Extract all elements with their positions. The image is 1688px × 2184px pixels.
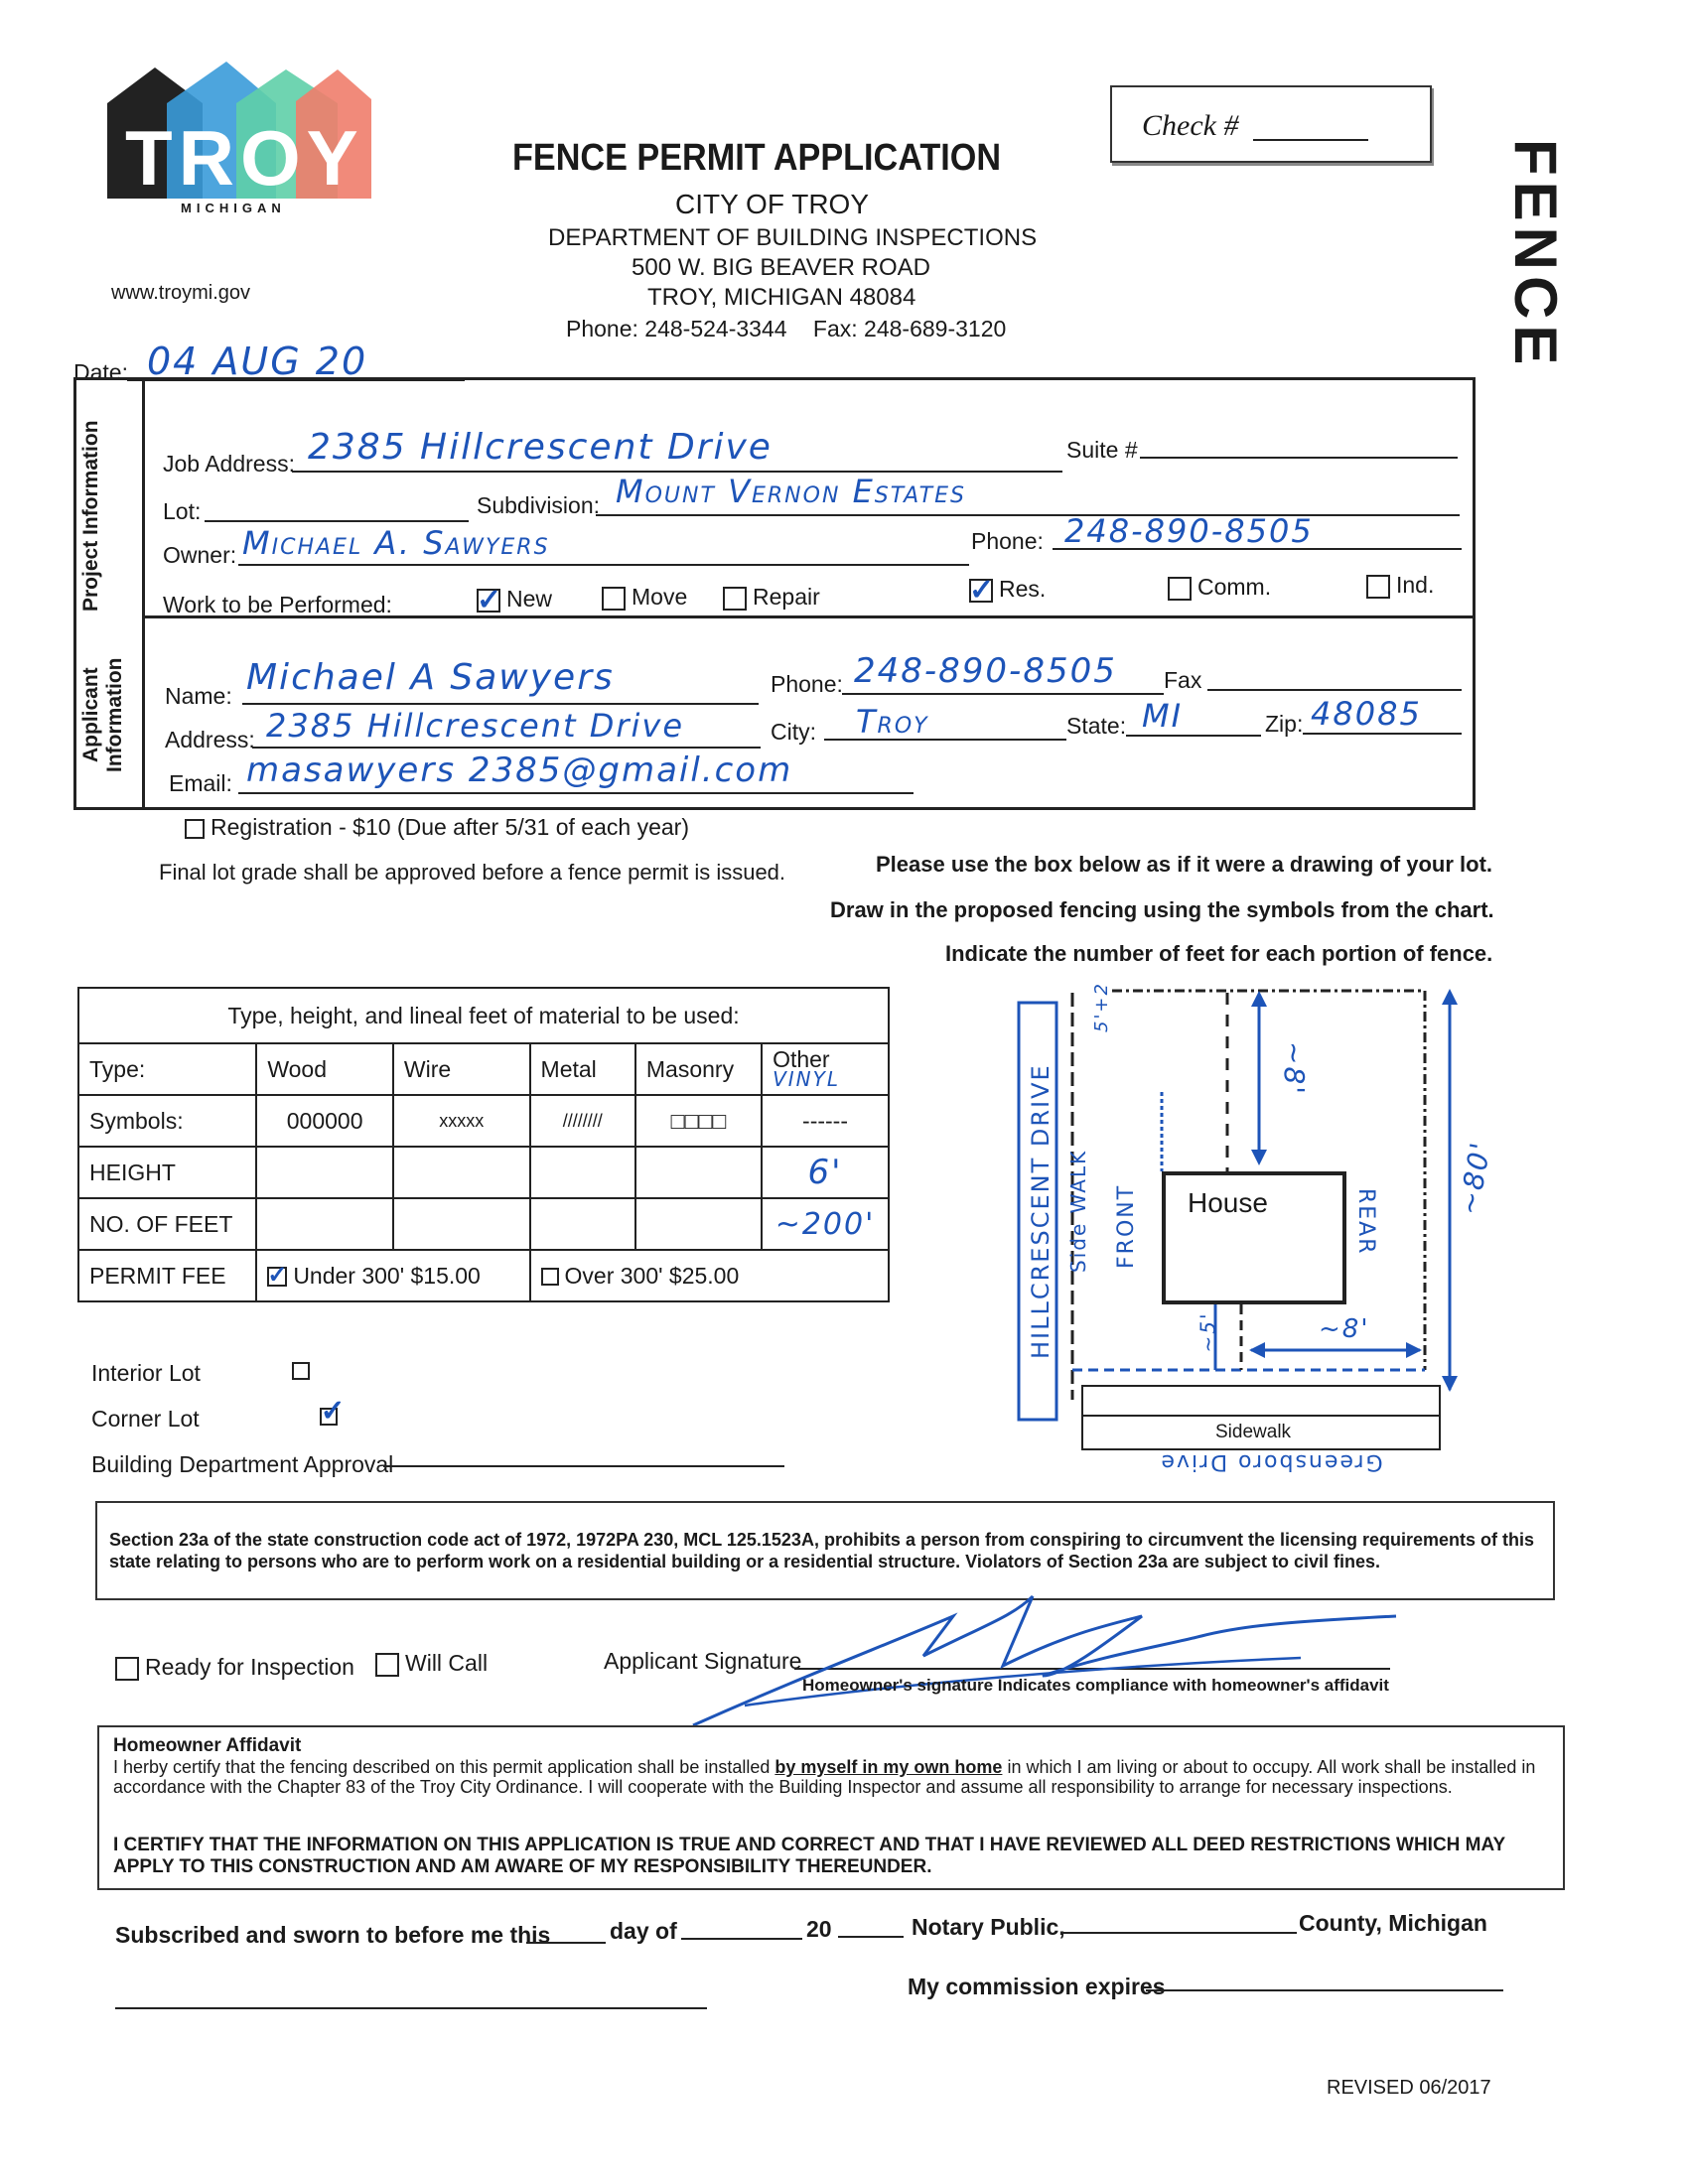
height-wire[interactable] [393,1147,530,1198]
option-ind-label: Ind. [1396,572,1435,598]
fee-over-checkbox[interactable] [541,1268,559,1286]
new-checkbox[interactable]: ✓ [477,583,502,616]
signature-label: Applicant Signature [604,1648,802,1674]
height-row-label: HEIGHT [78,1147,256,1198]
materials-table [77,987,890,1302]
dim-bottom: ~8' [1319,1314,1370,1344]
fee-row-label: PERMIT FEE [78,1250,256,1301]
subscribed-label: Subscribed and sworn to before me this [115,1922,551,1948]
height-wood[interactable] [256,1147,393,1198]
feet-other-value[interactable]: ~200' [762,1198,889,1250]
county-label: County, Michigan [1299,1910,1487,1936]
owner-label: Owner: [163,542,237,568]
work-label: Work to be Performed: [163,592,392,617]
option-repair[interactable] [723,584,820,611]
page-title: FENCE PERMIT APPLICATION [512,137,1002,179]
instruction-2: Draw in the proposed fencing using the symbols from the chart. [830,897,1494,922]
subdivision-line [596,514,1460,516]
applicant-address-value[interactable]: 2385 Hillcrescent Drive [266,707,685,745]
date-label: Date: [73,359,128,385]
lot-grade-note: Final lot grade shall be approved before a fence permit is issued. [159,860,786,885]
applicant-address-label: Address: [165,727,255,752]
subdivision-label: Subdivision: [477,492,601,518]
feet-wire[interactable] [393,1198,530,1250]
check-number-label: Check # [1142,109,1239,142]
affidavit-box [97,1725,1565,1890]
street-left-label: HILLCRESCENT DRIVE [1027,1063,1055,1359]
applicant-email-value[interactable]: masawyers 2385@gmail.com [246,751,793,790]
option-new-label: New [506,586,553,612]
instruction-1: Please use the box below as if it were a drawing of your lot. [876,852,1493,877]
website-url: www.troymi.gov [111,282,251,304]
applicant-zip-label: Zip: [1265,711,1304,737]
fee-under-label: Under 300' $15.00 [293,1262,481,1289]
header-city: CITY OF TROY [675,189,869,219]
feet-wood[interactable] [256,1198,393,1250]
project-section-label: Project Information [79,420,102,613]
ready-inspection-label: Ready for Inspection [145,1654,354,1680]
twenty-label: 20 [806,1916,832,1942]
owner-phone-label: Phone: [971,528,1044,554]
signature-note: Homeowner's signature Indicates compliance with homeowner's affidavit [802,1676,1389,1695]
header-fax: Fax: 248-689-3120 [812,316,1007,341]
applicant-fax-line[interactable] [1207,689,1462,691]
lot-drawing [1003,982,1498,1479]
affidavit-p1-end: in which I am living or about to occupy. All work shall be installed in accordance with the Chapter 83 of the Troy City Ordinance. I will cooperate with the Building Inspector and assume all responsibility to arrange for necessary inspections. [113,1757,1536,1797]
applicant-phone-value[interactable]: 248-890-8505 [854,651,1117,691]
type-other-cell[interactable] [762,1043,889,1095]
type-row-label: Type: [78,1043,256,1095]
will-call-label: Will Call [405,1650,489,1676]
registration-label: Registration - $10 (Due after 5/31 of each year) [211,814,689,840]
comm-checkbox[interactable] [1168,577,1192,601]
notary-public-label: Notary Public, [912,1914,1065,1940]
fee-under-option[interactable] [256,1250,529,1301]
ind-checkbox[interactable] [1366,575,1390,599]
suite-label: Suite # [1066,437,1138,463]
notary-signature-line[interactable] [115,2007,707,2009]
applicant-name-label: Name: [165,683,232,709]
sidewalk-bottom-label: Sidewalk [1215,1422,1292,1442]
applicant-phone-label: Phone: [771,671,843,697]
move-checkbox[interactable] [602,587,626,611]
signature-svg [685,1586,1400,1735]
symbols-row-label: Symbols: [78,1095,256,1147]
option-new[interactable] [477,583,553,616]
height-metal[interactable] [530,1147,635,1198]
symbol-other: ------ [762,1095,889,1147]
option-res[interactable] [969,573,1047,607]
applicant-fax-label: Fax [1164,667,1202,693]
option-comm-label: Comm. [1197,574,1272,600]
affidavit-certify: I CERTIFY THAT THE INFORMATION ON THIS APPLICATION IS TRUE AND CORRECT AND THAT I HAVE REVIEWED ALL DEED RESTRICTIONS WHICH MAY APPLY TO THIS CONSTRUCTION AND AM AWARE OF MY RESPONSIBILITY THEREUNDER. [113,1835,1505,1877]
option-ind[interactable] [1366,572,1434,599]
legal-notice-box [95,1501,1555,1600]
owner-phone-line [1053,548,1462,550]
dim-right: ~80' [1452,1138,1498,1218]
symbol-wire: xxxxx [393,1095,530,1147]
type-wood: Wood [256,1043,393,1095]
type-masonry: Masonry [635,1043,762,1095]
job-address-label: Job Address: [163,451,295,477]
header-contact [566,316,1006,342]
feet-masonry[interactable] [635,1198,762,1250]
fee-over-label: Over 300' $25.00 [564,1262,740,1289]
registration-checkbox[interactable] [185,819,205,839]
affidavit-text [113,1757,1551,1797]
interior-lot-checkbox[interactable] [292,1362,310,1380]
header-dept: DEPARTMENT OF BUILDING INSPECTIONS [548,224,1038,251]
notary-day-line[interactable] [526,1942,606,1944]
applicant-name-line [242,703,759,705]
interior-lot-label: Interior Lot [91,1360,201,1386]
suite-line[interactable] [1140,457,1458,459]
res-checkbox[interactable]: ✓ [969,573,995,607]
fee-over-option[interactable] [530,1250,889,1301]
owner-phone-value[interactable]: 248-890-8505 [1064,512,1314,550]
applicant-state-label: State: [1066,713,1127,739]
street-bottom-label: Greensboro Drive [1159,1449,1383,1474]
registration-option[interactable] [185,814,689,841]
front-label: FRONT [1114,1183,1139,1269]
date-value[interactable]: 04 AUG 20 [147,340,368,383]
height-masonry[interactable] [635,1147,762,1198]
subdivision-value[interactable]: Mount Vernon Estates [616,473,966,510]
header-street: 500 W. BIG BEAVER ROAD [632,254,930,281]
feet-metal[interactable] [530,1198,635,1250]
materials-caption: Type, height, and lineal feet of material to be used: [78,988,889,1043]
symbol-masonry: □□□□ [635,1095,762,1147]
applicant-state-line [1126,735,1261,737]
type-other: Other [773,1046,830,1072]
applicant-city-line [824,739,1066,741]
dim-corner: 5'+2 [1090,982,1112,1032]
logo-subtitle: MICHIGAN [181,201,286,215]
option-move-label: Move [632,584,688,610]
height-other-value[interactable]: 6' [762,1147,889,1198]
type-wire: Wire [393,1043,530,1095]
instruction-3: Indicate the number of feet for each portion of fence. [945,941,1493,966]
applicant-phone-line [842,693,1164,695]
ready-inspection-checkbox[interactable] [115,1657,139,1681]
corner-lot-label: Corner Lot [91,1406,200,1432]
applicant-email-label: Email: [169,770,232,796]
header-citystate: TROY, MICHIGAN 48084 [647,284,916,311]
affidavit-p1-emphasis: by myself in my own home [774,1757,1003,1777]
dim-top: ~8' [1277,1041,1311,1096]
option-comm[interactable] [1168,574,1271,601]
approval-label: Building Department Approval [91,1451,394,1477]
type-other-value: VINYL [773,1067,840,1091]
repair-checkbox[interactable] [723,587,747,611]
type-metal: Metal [530,1043,635,1095]
affidavit-title: Homeowner Affidavit [113,1735,302,1756]
commission-line[interactable] [1146,1989,1503,1991]
applicant-section-label: Applicant Information [79,657,126,772]
sidewalk-left-label: Side WALK [1066,1149,1090,1274]
owner-line [238,564,969,566]
symbol-metal: //////// [530,1095,635,1147]
house-label: House [1188,1187,1268,1218]
lot-line[interactable] [205,520,469,522]
troy-logo [107,62,377,220]
owner-value[interactable]: Michael A. Sawyers [242,524,550,562]
dim-small: ~5' [1196,1311,1220,1353]
option-res-label: Res. [999,576,1047,602]
applicant-name-value[interactable]: Michael A Sawyers [246,657,615,698]
notary-month-line[interactable] [681,1938,802,1940]
job-address-value[interactable]: 2385 Hillcrescent Drive [308,427,773,468]
notary-county-line[interactable] [1060,1932,1297,1934]
check-number-box[interactable] [1110,85,1432,163]
check-number-line [1253,139,1368,141]
logo-wordmark: TROY [125,114,364,202]
revised-label: REVISED 06/2017 [1327,2077,1491,2099]
will-call-option[interactable] [375,1650,488,1677]
side-title: FENCE [1502,139,1569,371]
rear-label: REAR [1353,1188,1378,1256]
legal-notice: Section 23a of the state construction code act of 1972, 1972PA 230, MCL 125.1523A, prohibits a person from conspiring to circumvent the licensing requirements of this state relating to persons who are to perform work on a residential building or a residential structure. Violators of Section 23a are subject to civil fines. [109,1530,1535,1571]
applicant-city-label: City: [771,719,816,745]
lot-label: Lot: [163,498,202,524]
corner-lot-checkbox[interactable]: ✓ [320,1395,346,1428]
notary-year-line[interactable] [838,1936,904,1938]
commission-label: My commission expires [908,1974,1166,1999]
day-of-label: day of [610,1918,677,1944]
option-repair-label: Repair [753,584,820,610]
applicant-zip-line [1303,733,1462,735]
feet-row-label: NO. OF FEET [78,1198,256,1250]
fee-under-checkbox[interactable]: ✓ [267,1262,288,1290]
approval-line[interactable] [383,1465,784,1467]
applicant-email-line [238,792,914,794]
applicant-state-value[interactable]: MI [1142,697,1184,735]
applicant-address-line [252,747,761,749]
header-phone: Phone: 248-524-3344 [566,316,787,341]
symbol-wood: 000000 [256,1095,393,1147]
applicant-city-value[interactable]: Troy [856,703,929,741]
will-call-checkbox[interactable] [375,1653,399,1677]
affidavit-p1-start: I herby certify that the fencing described on this permit application shall be installed [113,1757,775,1777]
applicant-zip-value[interactable]: 48085 [1311,695,1422,733]
ready-inspection-option[interactable] [115,1654,354,1681]
signature-mark [685,1586,1400,1735]
option-move[interactable] [602,584,687,611]
